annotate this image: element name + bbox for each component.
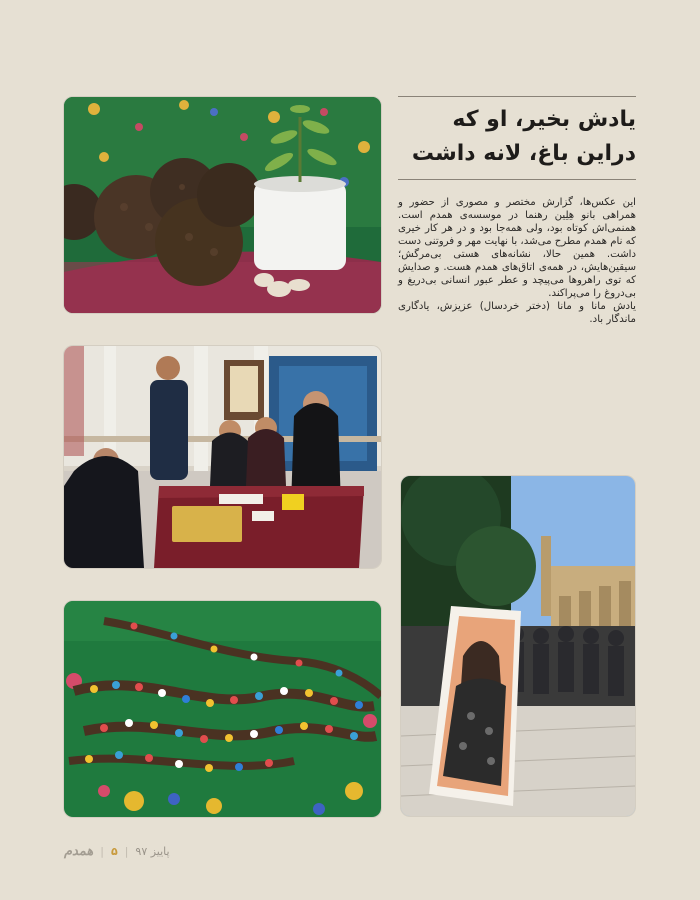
headline-line-1: یادش بخیر، او که xyxy=(452,107,636,132)
footer-separator: | xyxy=(124,844,129,858)
article-paragraph-1: این عکس‌ها، گزارش مختصر و مصوری از حضور و همراهی بانو هِلِین رهنما در موسسه‌ی همدم است. همنمی‌اش کوتاه بود، ولی همه‌جا بود و در هر کار خیری که نام همدم مطرح می‌شد، با نهایت مهر و فروتنی دست داشت. همین حالا، نشانه‌های هستی بی‌مرگش؛ سیقین‌هایش، در همه‌ی اتاق‌های همدم هست. و صدایش که توی راهروها می‌پیچد و عطر عبور انسانی بی‌دریغ و بی‌دروغ را می‌پراکند. xyxy=(398,197,636,299)
memorial-portrait-photo xyxy=(401,476,635,816)
page-number: ۵ xyxy=(110,844,118,858)
bead-necklace-photo xyxy=(64,601,381,817)
article-headline xyxy=(398,103,636,171)
footer-separator: | xyxy=(100,844,104,858)
charity-table-photo xyxy=(64,346,381,568)
page-footer xyxy=(64,842,170,860)
article-body xyxy=(398,196,636,326)
issue-label: پاییز ۹۷ xyxy=(135,844,170,858)
article-paragraph-2: یادش مانا و مانا (دختر خردسال) عزیزش، یادگاری ماندگار باد. xyxy=(398,301,636,325)
magazine-logo: همدم xyxy=(64,843,94,859)
headline-line-2: دراین باغ، لانه داشت xyxy=(411,141,636,166)
article-headline-box xyxy=(398,96,636,180)
clove-balls-photo xyxy=(64,97,381,313)
